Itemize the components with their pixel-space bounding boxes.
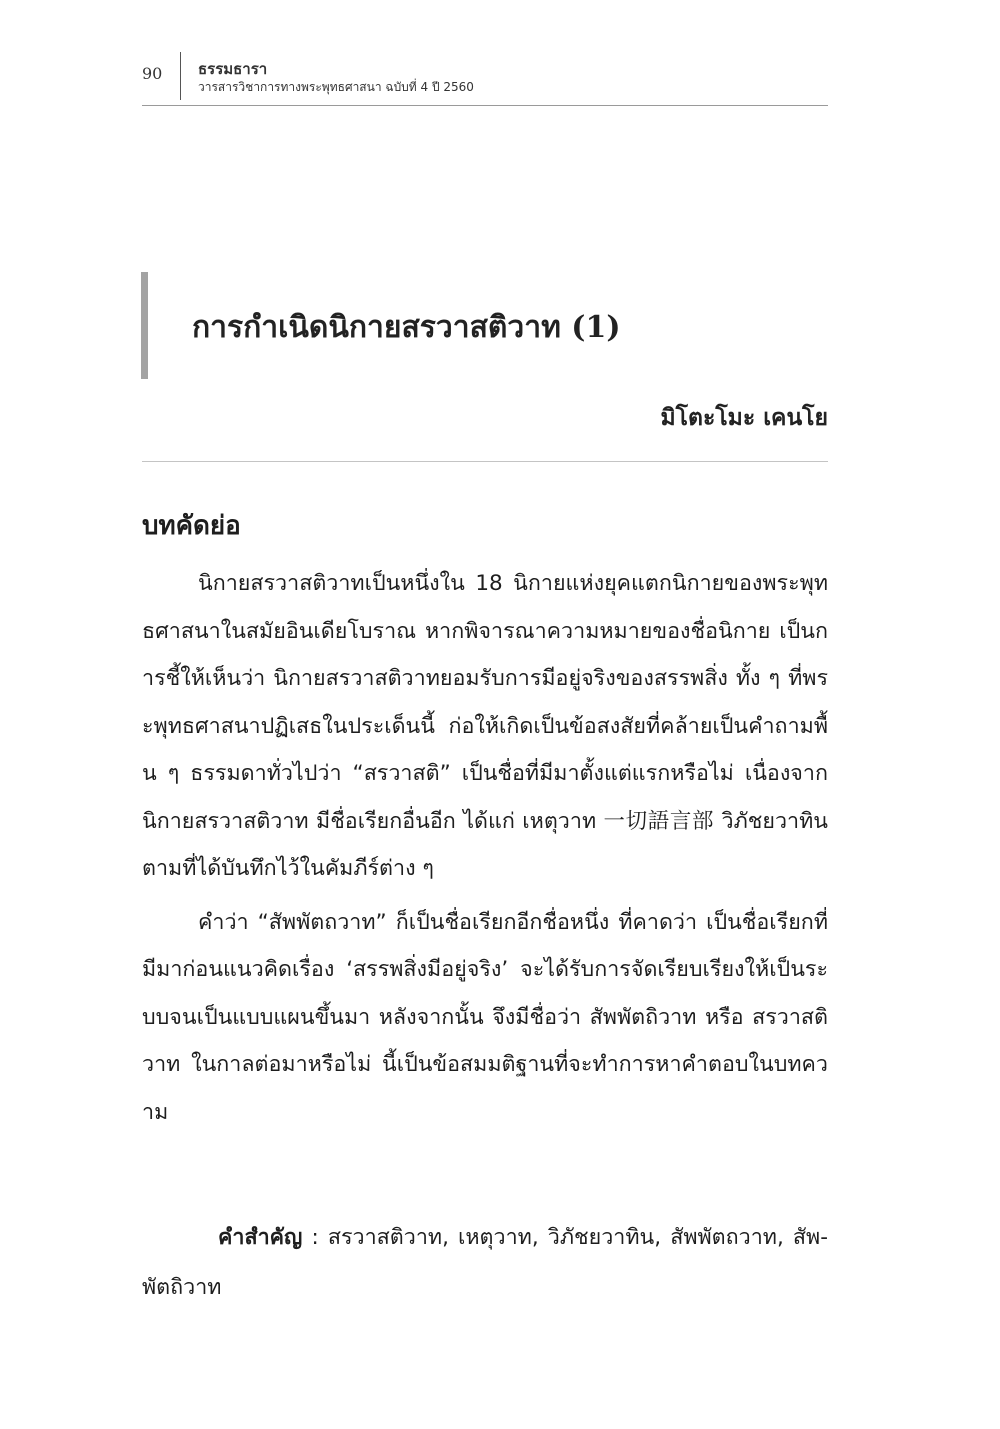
abstract-paragraph-2: คำว่า “สัพพัตถวาท” ก็เป็นชื่อเรียกอีกชื่อหนึ่ง ที่คาดว่า เป็นชื่อเรียกที่มีมาก่อนแนวคิดเรื่อง ‘สรรพสิ่งมีอยู่จริง’ จะได้รับการจัดเรียบเรียงให้เป็นระบบจนเป็นแบบแผนขึ้นมา หลังจากนั้น จึงมีชื่อว่า สัพพัตถิวาท หรือ สรวาสติวาท ในกาลต่อมาหรือไม่ นี้เป็นข้อสมมติฐานที่จะทำการหาคำตอบในบทความ [142,909,828,1125]
abstract-heading: บทคัดย่อ [142,511,241,541]
journal-subtitle: วารสารวิชาการทางพระพุทธศาสนา ฉบับที่ 4 ปี 2560 [198,80,474,94]
author-name: มิโตะโมะ เคนโย [660,405,828,431]
keywords-label: คำสำคัญ [218,1225,303,1250]
journal-name: ธรรมธารา [198,60,268,78]
header-rule [142,105,828,106]
author-rule [142,461,828,462]
abstract-paragraph-1: นิกายสรวาสติวาทเป็นหนึ่งใน 18 นิกายแห่งยุคแตกนิกายของพระพุทธศาสนาในสมัยอินเดียโบราณ หากพิจารณาความหมายของชื่อนิกาย เป็นการชี้ให้เห็นว่า นิกายสรวาสติวาทยอมรับการมีอยู่จริงของสรรพสิ่ง ทั้ง ๆ ที่พระพุทธศาสนาปฏิเสธในประเด็นนี้ ก่อให้เกิดเป็นข้อสงสัยที่คล้ายเป็นคำถามพื้น ๆ ธรรมดาทั่วไปว่า “สรวาสติ” เป็นชื่อที่มีมาตั้งแต่แรกหรือไม่ เนื่องจาก นิกายสรวาสติวาท มีชื่อเรียกอื่นอีก ได้แก่ เหตุวาท 一切語言部 วิภัชยวาทิน ตามที่ได้บันทึกไว้ในคัมภีร์ต่าง ๆ [142,571,828,881]
page-number: 90 [142,64,163,83]
keywords [142,1213,828,1313]
header-divider [180,52,181,100]
keywords-separator: : [302,1225,328,1250]
article-title: การกำเนิดนิกายสรวาสติวาท (1) [192,310,621,345]
keywords-text: สรวาสติวาท, เหตุวาท, วิภัชยวาทิน, สัพพัตถวาท, สัพ-พัตถิวาท [142,1225,828,1300]
title-accent-bar [141,272,148,379]
abstract-body [142,560,828,1136]
